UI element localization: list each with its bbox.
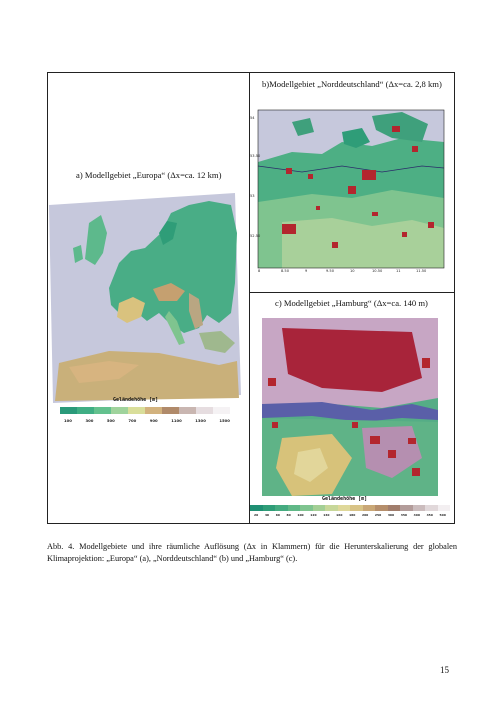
- panel-b-ytick: 53: [250, 194, 255, 198]
- panel-c-colorbar-swatch: [350, 505, 363, 511]
- panel-a-colorbar-swatch: [145, 407, 162, 414]
- panel-b-ytick: 52.50: [250, 234, 261, 238]
- panel-c-colorbar-label: 20: [254, 513, 259, 517]
- panel-c-colorbar-swatch: [275, 505, 288, 511]
- panel-c-colorbar-label: 300: [387, 513, 395, 517]
- panel-a-colorbar-swatch: [111, 407, 128, 414]
- panel-c-colorbar-swatch: [375, 505, 388, 511]
- panel-c-colorbar-label: 140: [323, 513, 330, 517]
- panel-c-colorbar-swatch: [388, 505, 401, 511]
- panel-c-colorbar-label: 400: [413, 513, 420, 517]
- panel-c-legend-title: Geländehöhe [m]: [322, 496, 368, 502]
- panel-c-colorbar-swatch: [425, 505, 438, 511]
- panel-b-ytick: 53.50: [250, 154, 261, 158]
- panel-c-colorbar-labels: [254, 513, 446, 517]
- panel-b-xtick: 8: [258, 269, 261, 273]
- panel-a-colorbar-label: 1100: [171, 418, 182, 423]
- panel-a-colorbar-swatch: [77, 407, 94, 414]
- panel-a-colorbar-label: 300: [85, 418, 94, 423]
- panel-c-colorbar-label: 500: [439, 513, 446, 517]
- figure-caption: Abb. 4. Modellgebiete und ihre räumliche Auflösung (Δx in Klammern) für die Herunterskalierung der globalen Klimaprojektion: „Europa“ (a), „Norddeutschland“ (b) und „Hamburg“ (c).: [47, 542, 457, 563]
- panel-divider-horizontal: [249, 292, 455, 293]
- panel-b-xtick: 9: [305, 269, 308, 273]
- panel-b-xtick: 10: [350, 269, 355, 273]
- panel-c-colorbar-label: 100: [297, 513, 304, 517]
- panel-c-colorbar-label: 40: [264, 513, 270, 517]
- panel-c-colorbar-swatch: [363, 505, 376, 511]
- panel-a-colorbar-swatch: [179, 407, 196, 414]
- panel-b-xtick: 11: [396, 269, 401, 273]
- panel-c-colorbar-label: 80: [286, 513, 291, 517]
- panel-c-colorbar-label: 180: [349, 513, 356, 517]
- panel-b-xtick: 10.50: [372, 269, 383, 273]
- panel-c-colorbar-label: 200: [361, 513, 369, 517]
- panel-c-colorbar-label: 120: [310, 513, 317, 517]
- panel-c-colorbar-label: 350: [400, 513, 408, 517]
- panel-c-colorbar-swatch: [413, 505, 426, 511]
- panel-a-colorbar-label: 100: [64, 418, 72, 423]
- panel-c-colorbar-swatch: [400, 505, 413, 511]
- panel-a-colorbar-label: 900: [149, 418, 158, 423]
- panel-c-colorbar-label: 60: [275, 513, 280, 517]
- panel-c-colorbar-swatch: [263, 505, 276, 511]
- panel-a-colorbar-swatch: [60, 407, 77, 414]
- panel-b-xtick: 9.50: [326, 269, 335, 273]
- page-number: 15: [440, 665, 449, 675]
- panel-c-colorbar-swatch: [313, 505, 326, 511]
- panel-c-colorbar-swatch: [288, 505, 301, 511]
- panel-a-legend-title: Geländehöhe [m]: [113, 397, 159, 403]
- panel-c-colorbar-label: 450: [426, 513, 433, 517]
- panel-c-colorbar-swatch: [250, 505, 263, 511]
- panel-a-colorbar-swatch: [196, 407, 213, 414]
- panel-b-title: b)Modellgebiet „Norddeutschland“ (Δx=ca. 2,8 km): [262, 79, 442, 89]
- norddeutschland-elevation-map: [252, 102, 448, 274]
- panel-c-colorbar-swatch: [325, 505, 338, 511]
- panel-a-colorbar-swatch: [162, 407, 179, 414]
- panel-a-colorbar-swatch: [94, 407, 111, 414]
- panel-a-colorbar-label: 1500: [219, 418, 230, 423]
- panel-a-colorbar-label: 500: [106, 418, 115, 423]
- panel-c-title: c) Modellgebiet „Hamburg“ (Δx=ca. 140 m): [275, 298, 428, 308]
- panel-b-xtick: 8.50: [281, 269, 290, 273]
- europe-elevation-map: [49, 193, 241, 403]
- panel-c-colorbar-swatch: [300, 505, 313, 511]
- panel-a-colorbar-swatch: [213, 407, 230, 414]
- panel-c-colorbar-label: 250: [374, 513, 382, 517]
- panel-b-xtick: 11.50: [416, 269, 427, 273]
- panel-c-colorbar-swatch: [338, 505, 351, 511]
- hamburg-elevation-map: [262, 318, 438, 496]
- panel-a-colorbar-labels: [64, 418, 230, 423]
- panel-c-colorbar-label: 160: [336, 513, 343, 517]
- panel-c-colorbar: [250, 505, 450, 511]
- panel-divider-vertical: [249, 72, 250, 524]
- panel-a-colorbar-label: 700: [128, 418, 137, 423]
- panel-b-ytick: 54: [250, 116, 255, 120]
- panel-a-colorbar: [60, 407, 230, 414]
- panel-a-title: a) Modellgebiet „Europa“ (Δx=ca. 12 km): [76, 170, 222, 180]
- panel-c-colorbar-swatch: [438, 505, 451, 511]
- panel-a-colorbar-swatch: [128, 407, 145, 414]
- panel-a-colorbar-label: 1300: [195, 418, 206, 423]
